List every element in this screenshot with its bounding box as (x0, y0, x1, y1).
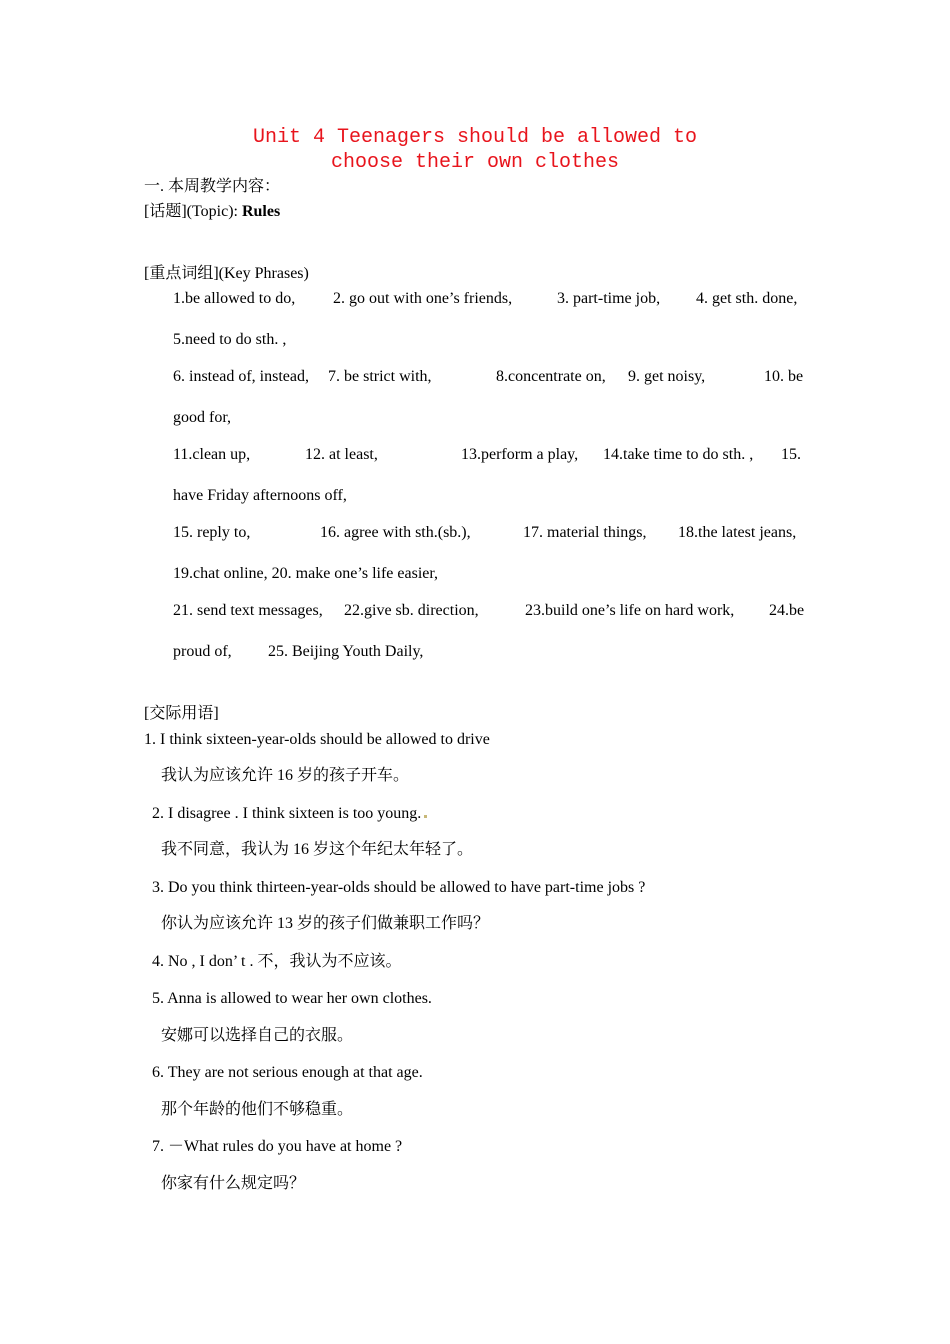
phrase-item: have Friday afternoons off, (173, 487, 347, 504)
phrase-item: 14.take time to do sth. , (603, 446, 754, 463)
phrase-item: 13.perform a play, (461, 446, 579, 463)
phrase-row (173, 445, 806, 465)
sentence-zh: 我不同意，我认为 16 岁这个年纪太年轻了。 (161, 841, 474, 858)
phrase-item: 4. get sth. done, (696, 290, 798, 307)
key-phrases-heading: [重点词组](Key Phrases) (144, 265, 309, 282)
sentence-en: 5. Anna is allowed to wear her own clothes. (152, 990, 432, 1007)
phrase-item: 2. go out with one’s friends, (333, 290, 513, 307)
sentence-zh: 安娜可以选择自己的衣服。 (161, 1027, 354, 1044)
sentence-zh: 我认为应该允许 16 岁的孩子开车。 (161, 767, 410, 784)
sentence-en: 2. I disagree . I think sixteen is too young. (152, 805, 422, 822)
phrase-row (173, 289, 806, 309)
phrase-item: 24.be (769, 602, 805, 619)
phrase-item: 11.clean up, (173, 446, 251, 463)
sentence-zh: 你认为应该允许 13 岁的孩子们做兼职工作吗？ (161, 915, 490, 932)
phrase-item: 23.build one’s life on hard work, (525, 602, 735, 619)
topic-line (144, 202, 280, 222)
phrase-item: 15. (781, 446, 801, 463)
title-line-2: choose their own clothes (330, 151, 620, 174)
topic-value: Rules (241, 203, 281, 220)
sentence-en: 1. I think sixteen-year-olds should be allowed to drive (144, 731, 490, 748)
phrase-row (173, 330, 806, 350)
phrase-item: 15. reply to, (173, 524, 251, 541)
phrase-item: 1.be allowed to do, (173, 290, 296, 307)
phrase-item: 10. be (764, 368, 804, 385)
sentence-en: 3. Do you think thirteen-year-olds should be allowed to have part-time jobs ? (152, 879, 646, 896)
sentence-en-line (152, 804, 427, 824)
phrase-item: 21. send text messages, (173, 602, 323, 619)
phrase-row (173, 523, 806, 543)
phrase-item: 25. Beijing Youth Daily, (268, 643, 424, 660)
phrase-item: 12. at least, (305, 446, 378, 463)
phrase-row (173, 601, 806, 621)
phrase-item: proud of, (173, 643, 232, 660)
section-week-heading: 一. 本周教学内容： (144, 178, 281, 195)
topic-label: [话题](Topic): (144, 203, 242, 220)
phrase-row (173, 564, 806, 584)
phrase-item: 8.concentrate on, (496, 368, 606, 385)
sentence-en: 4. No , I don’ t . 不，我认为不应该。 (152, 953, 402, 970)
phrase-item: 5.need to do sth. , (173, 331, 287, 348)
phrase-item: 18.the latest jeans, (678, 524, 797, 541)
phrase-item: 7. be strict with, (328, 368, 432, 385)
phrase-row (173, 486, 806, 506)
phrase-item: good for, (173, 409, 232, 426)
phrase-item: 3. part-time job, (557, 290, 661, 307)
phrase-item: 9. get noisy, (628, 368, 706, 385)
title-line-1: Unit 4 Teenagers should be allowed to (252, 126, 698, 149)
phrase-row (173, 642, 806, 662)
phrase-item: 19.chat online, 20. make one’s life easier, (173, 565, 439, 582)
sentence-zh: 你家有什么规定吗？ (161, 1175, 306, 1192)
stray-mark (424, 815, 427, 818)
phrase-row (173, 408, 806, 428)
sentence-en: 7. －What rules do you have at home ? (152, 1138, 403, 1155)
phrase-item: 22.give sb. direction, (344, 602, 479, 619)
phrase-item: 16. agree with sth.(sb.), (320, 524, 471, 541)
sentence-zh: 那个年龄的他们不够稳重。 (161, 1101, 354, 1118)
phrase-item: 17. material things, (523, 524, 647, 541)
sentence-en: 6. They are not serious enough at that age. (152, 1064, 423, 1081)
phrase-item: 6. instead of, instead, (173, 368, 309, 385)
phrase-row (173, 367, 806, 387)
communication-heading: [交际用语] (144, 705, 219, 722)
